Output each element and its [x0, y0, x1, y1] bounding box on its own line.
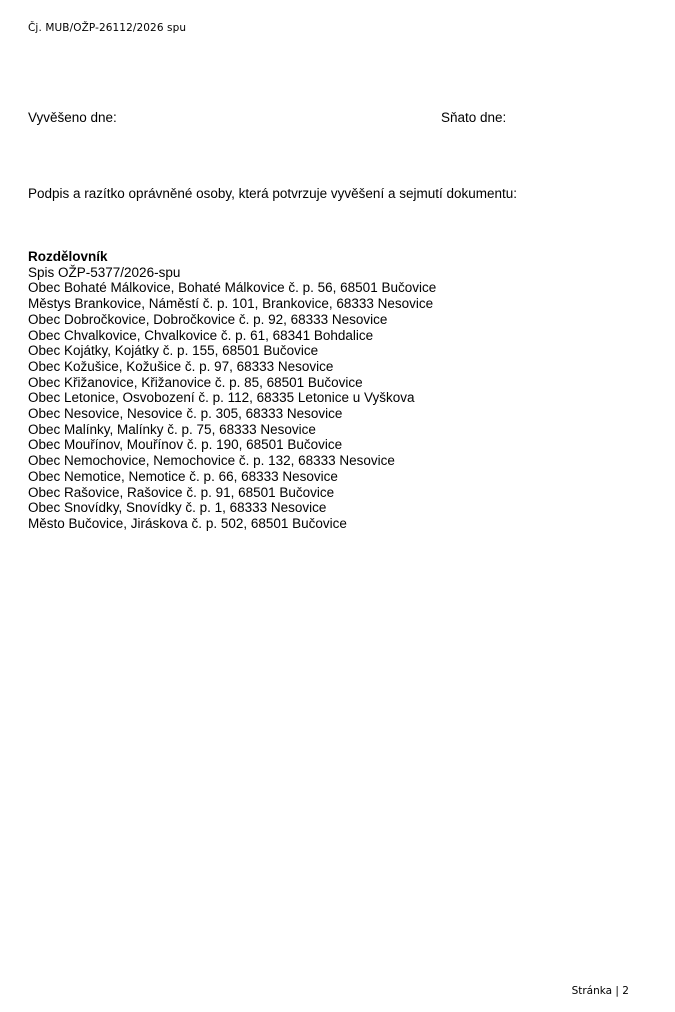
- recipient-item: Obec Rašovice, Rašovice č. p. 91, 68501 Bučovice: [28, 484, 335, 500]
- recipient-item: Obec Chvalkovice, Chvalkovice č. p. 61, 68341 Bohdalice: [28, 327, 374, 343]
- recipient-item: Obec Mouřínov, Mouřínov č. p. 190, 68501 Bučovice: [28, 437, 343, 453]
- recipient-item: Obec Letonice, Osvobození č. p. 112, 68335 Letonice u Vyškova: [28, 390, 415, 406]
- posted-date-label: Vyvěšeno dne:: [28, 110, 117, 125]
- recipient-item: Město Bučovice, Jiráskova č. p. 502, 68501 Bučovice: [28, 515, 347, 531]
- recipient-item: Obec Snovídky, Snovídky č. p. 1, 68333 Nesovice: [28, 500, 327, 516]
- file-reference: Spis OŽP-5377/2026-spu: [28, 264, 181, 280]
- recipient-list: [28, 280, 436, 531]
- recipient-item: Obec Dobročkovice, Dobročkovice č. p. 92, 68333 Nesovice: [28, 311, 388, 327]
- recipient-item: Městys Brankovice, Náměstí č. p. 101, Brankovice, 68333 Nesovice: [28, 296, 434, 312]
- recipient-item: Obec Nesovice, Nesovice č. p. 305, 68333 Nesovice: [28, 406, 343, 422]
- document-reference-number: Čj. MUB/OŽP-26112/2026 spu: [28, 22, 187, 34]
- recipient-item: Obec Bohaté Málkovice, Bohaté Málkovice č. p. 56, 68501 Bučovice: [28, 280, 437, 296]
- page-number: Stránka | 2: [571, 985, 629, 997]
- recipient-item: Obec Malínky, Malínky č. p. 75, 68333 Nesovice: [28, 421, 316, 437]
- removed-date-label: Sňato dne:: [441, 110, 507, 125]
- distribution-list-title: Rozdělovník: [28, 249, 108, 264]
- recipient-item: Obec Nemotice, Nemotice č. p. 66, 68333 Nesovice: [28, 468, 338, 484]
- signature-stamp-note: Podpis a razítko oprávněné osoby, která potvrzuje vyvěšení a sejmutí dokumentu:: [28, 186, 518, 201]
- posting-dates-row: [28, 110, 648, 128]
- recipient-item: Obec Kožušice, Kožušice č. p. 97, 68333 Nesovice: [28, 358, 334, 374]
- recipient-item: Obec Kojátky, Kojátky č. p. 155, 68501 Bučovice: [28, 343, 319, 359]
- recipient-item: Obec Nemochovice, Nemochovice č. p. 132, 68333 Nesovice: [28, 453, 395, 469]
- recipient-item: Obec Křižanovice, Křižanovice č. p. 85, 68501 Bučovice: [28, 374, 363, 390]
- distribution-list-section: [28, 249, 436, 532]
